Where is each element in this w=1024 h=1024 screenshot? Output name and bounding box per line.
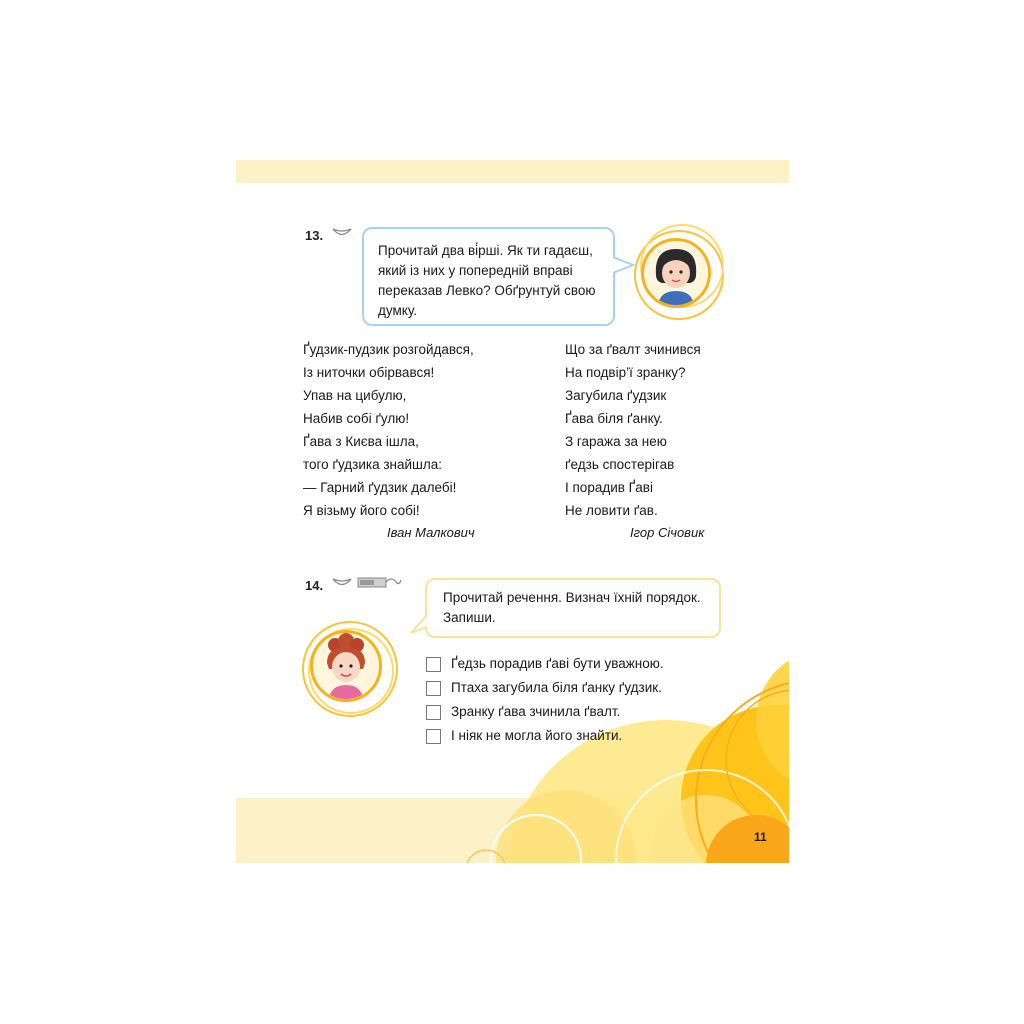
author-left: Іван Малкович (387, 525, 475, 540)
poem-line: І порадив Ґаві (565, 480, 653, 495)
order-checkbox[interactable] (426, 729, 441, 744)
exercise-13-prompt-bubble (362, 227, 615, 326)
poem-line: Ґудзик-пудзик розгойдався, (303, 342, 474, 357)
list-item (426, 652, 664, 676)
list-item (426, 700, 664, 724)
sentence-text: Птаха загубила біля ґанку ґудзик. (451, 680, 662, 695)
poem-line: Що за ґвалт зчинився (565, 342, 701, 357)
sentence-text: Зранку ґава зчинила ґвалт. (451, 704, 621, 719)
order-checkbox[interactable] (426, 657, 441, 672)
poem-line: Я візьму його собі! (303, 503, 420, 518)
poem-line: Загубила ґудзик (565, 388, 667, 403)
bubble-tail (409, 615, 429, 637)
poem-line: На подвір’ї зранку? (565, 365, 686, 380)
author-right: Ігор Січовик (630, 525, 705, 540)
poem-line: Набив собі ґулю! (303, 411, 410, 426)
bubble-tail (613, 255, 635, 275)
sentence-list (426, 652, 664, 748)
poem-line: того ґудзика знайшла: (303, 457, 443, 472)
page-number: 11 (754, 830, 767, 844)
order-checkbox[interactable] (426, 681, 441, 696)
poem-line: Упав на цибулю, (303, 388, 407, 403)
poem-right (565, 338, 701, 522)
sentence-text: І ніяк не могла його знайти. (451, 728, 623, 743)
poem-line: З гаража за нею (565, 434, 667, 449)
mouth-read-icon (331, 576, 353, 590)
exercise-14-prompt: Прочитай речення. Визнач їхній порядок. Запиши. (443, 590, 701, 625)
poem-line: — Гарний ґудзик далебі! (303, 480, 457, 495)
exercise-13-prompt: Прочитай два ві́рші. Як ти гадаєш, який із них у попередній вправі переказав Левко? Обґрунтуй свою думку. (378, 243, 596, 318)
exercise-13-number: 13. (305, 228, 324, 243)
poem-left (303, 338, 474, 522)
poem-line: Із ниточки обірвався! (303, 365, 435, 380)
poem-line: Ґава з Києва ішла, (303, 434, 419, 449)
poem-line: Ґава біля ґанку. (565, 411, 663, 426)
poem-line: ґедзь спостерігав (565, 457, 675, 472)
poem-line: Не ловити ґав. (565, 503, 658, 518)
order-checkbox[interactable] (426, 705, 441, 720)
list-item (426, 724, 664, 748)
curly-girl-avatar-icon (310, 630, 382, 702)
textbook-page (236, 160, 789, 863)
pen-write-icon (356, 574, 402, 590)
mouth-read-icon (331, 226, 353, 240)
exercise-14-prompt-bubble (425, 578, 721, 638)
sentence-text: Ґедзь порадив ґаві бути уважною. (451, 656, 664, 671)
girl-avatar-icon (641, 238, 711, 308)
exercise-14-number: 14. (305, 578, 324, 593)
list-item (426, 676, 664, 700)
